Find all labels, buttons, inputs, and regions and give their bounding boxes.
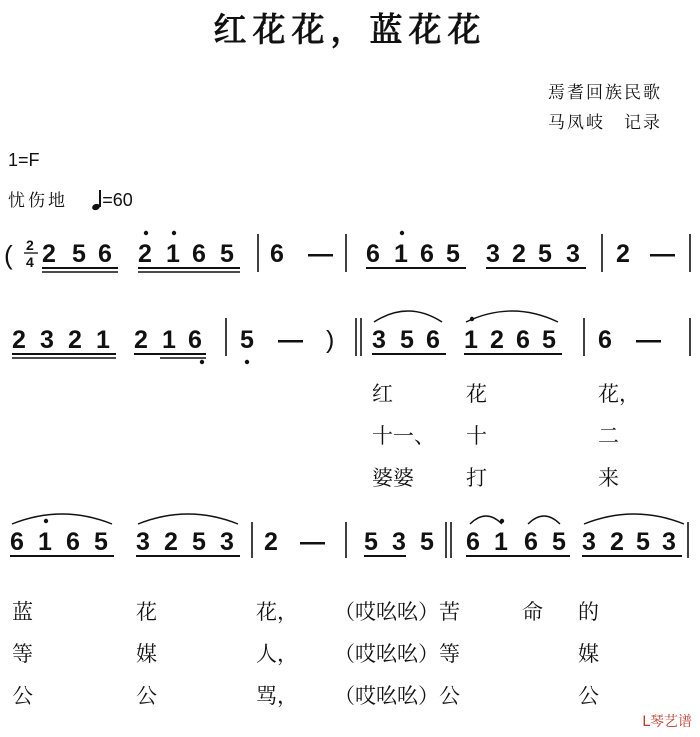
lyric: 公	[12, 684, 33, 708]
lyric: （哎吆吆）苦	[334, 600, 460, 624]
lyric: 蓝	[12, 600, 33, 624]
lyric: 十一、	[372, 424, 435, 448]
note: 5	[220, 240, 234, 268]
tempo-bpm: =60	[102, 190, 133, 210]
note: 5	[542, 326, 556, 354]
note: 1	[494, 528, 508, 556]
note: 5	[538, 240, 552, 268]
note: 5	[364, 528, 378, 556]
note: 6	[270, 240, 284, 268]
lyric: 花，	[256, 600, 298, 624]
logo-text: 琴艺谱	[650, 714, 692, 730]
note: 6	[516, 326, 530, 354]
note: 1	[38, 528, 52, 556]
note: 3	[220, 528, 234, 556]
note: 6	[466, 528, 480, 556]
lyric: 花	[466, 382, 487, 406]
note: 5	[446, 240, 460, 268]
note: 3	[40, 326, 54, 354]
note: 5	[192, 528, 206, 556]
note: 5	[636, 528, 650, 556]
lyric: 媒	[136, 642, 157, 666]
lyric: 红	[372, 382, 393, 406]
measure	[42, 231, 234, 268]
lyric: 媒	[578, 642, 599, 666]
note: 2	[610, 528, 624, 556]
time-signature-top: 2	[26, 237, 34, 253]
note: 3	[486, 240, 500, 268]
note: 2	[264, 528, 278, 556]
note: 5	[420, 528, 434, 556]
note: 5	[400, 326, 414, 354]
note: 2	[490, 326, 504, 354]
note: 2	[134, 326, 148, 354]
lyric: （哎吆吆）等	[334, 642, 460, 666]
lyric: 花，	[598, 382, 640, 406]
dash: —	[278, 326, 303, 354]
note: 6	[98, 240, 112, 268]
site-logo	[642, 711, 692, 731]
staff-row-3	[10, 514, 688, 558]
note: 2	[512, 240, 526, 268]
note: 2	[42, 240, 56, 268]
note: 3	[566, 240, 580, 268]
lyric: 命	[522, 600, 543, 624]
lyric: 二	[598, 424, 619, 448]
note: 2	[164, 528, 178, 556]
note: 3	[392, 528, 406, 556]
note: 1	[394, 240, 408, 268]
lyric: 花	[136, 600, 157, 624]
note: 2	[616, 240, 630, 268]
note: 6	[188, 326, 202, 354]
closing-paren: )	[326, 326, 335, 354]
lyric: 来	[598, 466, 619, 490]
note: 6	[10, 528, 24, 556]
lyric: 骂，	[256, 684, 298, 708]
song-origin: 焉耆回族民歌	[548, 83, 662, 103]
time-signature-bottom: 4	[26, 254, 34, 270]
dash: —	[650, 240, 675, 268]
note: 1	[464, 326, 478, 354]
logo-icon: ᒪ	[642, 714, 650, 730]
note: 3	[372, 326, 386, 354]
note: 5	[240, 326, 254, 354]
staff-row-1	[4, 231, 690, 272]
note: 6	[426, 326, 440, 354]
lyric: 十	[466, 424, 487, 448]
lyric: 打	[466, 466, 487, 490]
note: 2	[12, 326, 26, 354]
note: 1	[162, 326, 176, 354]
note: 1	[166, 240, 180, 268]
svg-text:(: (	[4, 240, 13, 270]
note: 3	[136, 528, 150, 556]
recorder-credit: 马凤岐 记录	[548, 113, 662, 133]
note: 6	[420, 240, 434, 268]
note: 6	[192, 240, 206, 268]
note: 3	[662, 528, 676, 556]
note: 6	[598, 326, 612, 354]
note: 2	[68, 326, 82, 354]
lyric: 人，	[256, 642, 298, 666]
key-signature: 1=F	[8, 150, 40, 170]
note: 6	[366, 240, 380, 268]
note: 6	[524, 528, 538, 556]
note: 5	[552, 528, 566, 556]
lyric: 婆婆	[372, 466, 414, 490]
tempo-marking: 忧伤地	[8, 191, 68, 211]
lyric: 公	[578, 684, 599, 708]
note: 5	[72, 240, 86, 268]
note: 3	[582, 528, 596, 556]
note: 6	[66, 528, 80, 556]
lyric: 公	[136, 684, 157, 708]
lyric: 的	[578, 600, 599, 624]
dash: —	[300, 528, 325, 556]
dash: —	[308, 240, 333, 268]
song-title: 红花花，蓝花花	[213, 10, 487, 49]
dash: —	[636, 326, 661, 354]
note: 5	[94, 528, 108, 556]
lyric: 等	[12, 642, 33, 666]
note: 2	[138, 240, 152, 268]
lyric: （哎吆吆）公	[334, 684, 460, 708]
note: 1	[96, 326, 110, 354]
staff-row-2	[12, 311, 690, 364]
